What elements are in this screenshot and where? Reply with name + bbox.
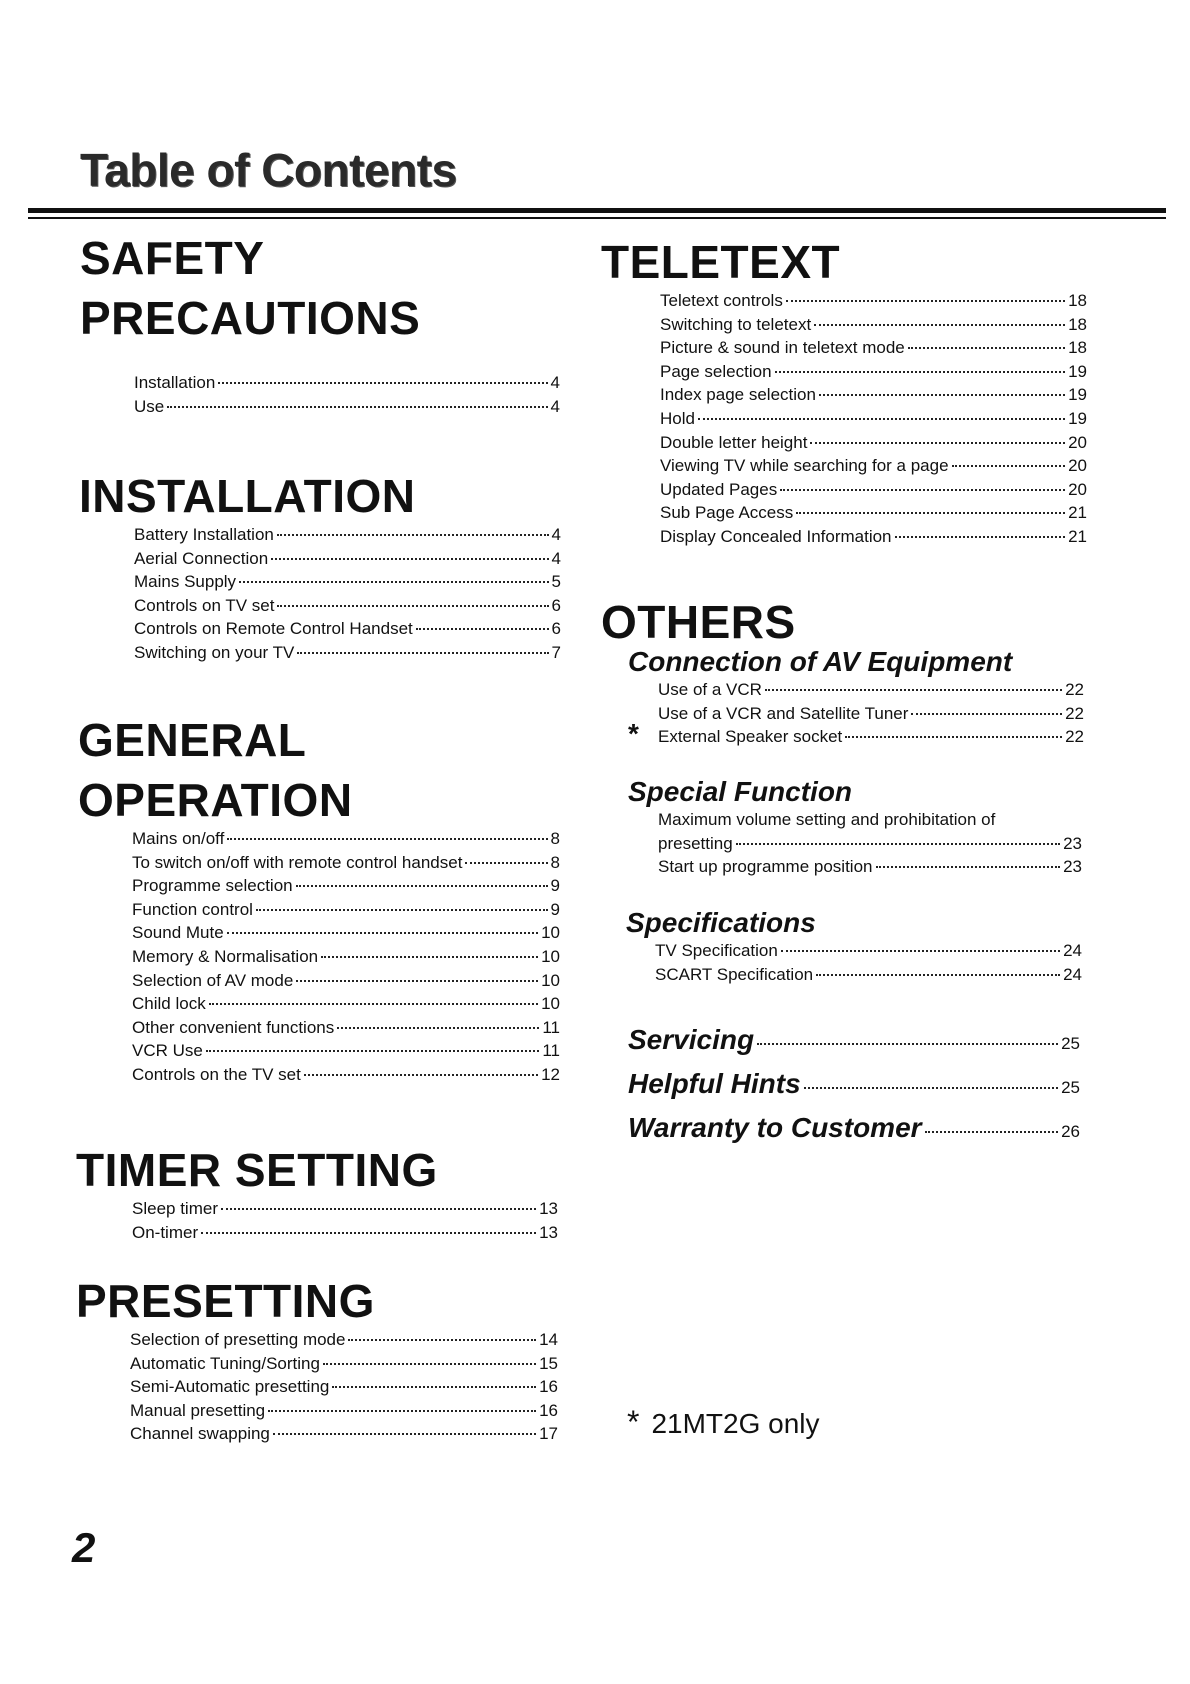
toc-entry[interactable]	[132, 1221, 558, 1245]
toc-page: 23	[1063, 833, 1082, 853]
leader-dots	[239, 581, 548, 583]
toc-label: presetting	[658, 833, 733, 853]
toc-entry[interactable]	[660, 478, 1087, 502]
toc-page: 6	[551, 595, 561, 615]
leader-dots	[206, 1050, 539, 1052]
toc-label: TV Specification	[655, 941, 778, 960]
toc-label: Use of a VCR	[658, 680, 762, 699]
toc-page: 10	[541, 970, 560, 990]
toc-entry[interactable]	[658, 855, 1082, 879]
toc-entry-helpful-hints[interactable]	[628, 1068, 1080, 1100]
leader-dots	[804, 1087, 1058, 1089]
leader-dots	[775, 371, 1066, 373]
subsection-connection	[628, 646, 1084, 749]
toc-page: 21	[1068, 503, 1087, 523]
toc-page: 22	[1065, 703, 1084, 723]
title-rule-thick	[28, 208, 1166, 213]
toc-entry[interactable]	[132, 921, 560, 945]
leader-dots	[296, 980, 538, 982]
toc-entry[interactable]	[132, 1016, 560, 1040]
toc-page: 25	[1061, 1078, 1080, 1097]
leader-dots	[786, 300, 1065, 302]
toc-entry[interactable]	[660, 336, 1087, 360]
toc-entry[interactable]	[132, 969, 560, 993]
leader-dots	[332, 1386, 536, 1388]
toc-list	[134, 371, 560, 418]
toc-page: 11	[542, 1017, 560, 1037]
toc-page: 10	[541, 923, 560, 943]
leader-dots	[277, 605, 548, 607]
toc-label: Mains Supply	[134, 572, 237, 592]
toc-page: 19	[1068, 408, 1087, 428]
toc-heading-label: Servicing	[628, 1024, 755, 1055]
toc-page: 4	[551, 525, 561, 544]
section-installation	[79, 466, 561, 665]
toc-entry[interactable]	[134, 617, 561, 641]
toc-label: Installation	[134, 373, 216, 392]
subsection-heading: Special Function	[628, 776, 853, 807]
toc-entry[interactable]	[628, 718, 1084, 750]
toc-entry[interactable]	[658, 832, 1082, 856]
toc-page: 16	[539, 1400, 558, 1420]
toc-page: 23	[1063, 857, 1082, 877]
leader-dots	[271, 558, 548, 560]
toc-page: 22	[1065, 727, 1084, 747]
leader-dots	[757, 1043, 1058, 1045]
toc-page: 24	[1063, 941, 1082, 960]
leader-dots	[908, 347, 1065, 349]
toc-label: On-timer	[132, 1222, 199, 1242]
leader-dots	[218, 382, 547, 384]
toc-label: Selection of AV mode	[132, 970, 294, 990]
heading-line: GENERAL	[78, 714, 307, 766]
subsection-specifications	[626, 907, 1082, 986]
leader-dots	[698, 418, 1065, 420]
toc-label: Use	[134, 396, 165, 416]
leader-dots	[256, 909, 548, 911]
leader-dots	[465, 862, 547, 864]
section-heading: TELETEXT	[601, 236, 841, 288]
leader-dots	[416, 628, 549, 630]
toc-list	[132, 827, 560, 1087]
toc-entry[interactable]	[132, 1039, 560, 1063]
toc-page: 13	[539, 1199, 558, 1218]
leader-dots	[227, 932, 538, 934]
leader-dots	[796, 512, 1065, 514]
subsection-special-function	[628, 776, 1082, 879]
page-number: 2	[72, 1524, 96, 1571]
toc-entry[interactable]	[134, 371, 560, 395]
toc-page: 9	[550, 876, 560, 896]
leader-dots	[209, 1003, 538, 1005]
toc-page: 16	[539, 1377, 558, 1397]
toc-entry[interactable]	[132, 992, 560, 1016]
heading-line: PRECAUTIONS	[80, 292, 421, 344]
toc-entry[interactable]	[132, 851, 560, 875]
toc-entry[interactable]	[134, 547, 561, 571]
toc-entry[interactable]	[660, 407, 1087, 431]
toc-entry[interactable]	[130, 1375, 558, 1399]
toc-page: 19	[1068, 385, 1087, 405]
section-presetting	[76, 1271, 558, 1446]
toc-label: Sub Page Access	[660, 503, 794, 523]
toc-label: Updated Pages	[660, 479, 778, 499]
toc-label: Controls on TV set	[134, 595, 275, 615]
toc-entry[interactable]	[134, 523, 561, 547]
toc-list	[132, 1197, 558, 1244]
toc-page: 4	[550, 373, 560, 392]
section-heading: TIMER SETTING	[76, 1144, 438, 1196]
toc-entry[interactable]	[130, 1352, 558, 1376]
toc-label: Other convenient functions	[132, 1017, 335, 1037]
toc-entry[interactable]	[660, 454, 1087, 478]
toc-page: 12	[541, 1064, 560, 1084]
toc-label: Start up programme position	[658, 857, 873, 877]
asterisk-marker: *	[627, 1404, 640, 1440]
toc-label: Page selection	[660, 361, 772, 381]
title-rule-thin	[28, 217, 1166, 219]
leader-dots	[952, 465, 1066, 467]
section-others	[601, 592, 1087, 652]
leader-dots	[273, 1433, 536, 1435]
page-title: Table of Contents	[80, 144, 457, 196]
toc-page: 19	[1068, 361, 1087, 381]
toc-entry[interactable]	[660, 289, 1087, 313]
section-heading	[80, 228, 560, 348]
leader-dots	[736, 843, 1060, 845]
leader-dots	[227, 838, 547, 840]
toc-heading-label: Helpful Hints	[628, 1068, 801, 1099]
leader-dots	[268, 1410, 536, 1412]
leader-dots	[323, 1363, 536, 1365]
toc-list	[134, 523, 561, 665]
toc-entry[interactable]	[132, 1197, 558, 1221]
toc-label: Selection of presetting mode	[130, 1330, 346, 1349]
toc-entry[interactable]	[658, 702, 1084, 726]
toc-label: Picture & sound in teletext mode	[660, 338, 905, 358]
section-general-operation	[78, 710, 560, 1087]
toc-label: Function control	[132, 899, 253, 919]
heading-line: SAFETY	[80, 232, 265, 284]
heading-line: OPERATION	[78, 774, 353, 826]
toc-list	[660, 289, 1087, 549]
section-timer-setting	[76, 1140, 558, 1244]
toc-label: Child lock	[132, 994, 206, 1014]
toc-label: Switching to teletext	[660, 314, 812, 334]
toc-page: 18	[1068, 314, 1087, 334]
toc-label: Memory & Normalisation	[132, 946, 319, 966]
leader-dots	[895, 536, 1066, 538]
toc-entry-servicing[interactable]	[628, 1024, 1080, 1056]
toc-page: 4	[550, 396, 560, 416]
toc-label: Battery Installation	[134, 525, 274, 544]
toc-label: External Speaker socket	[658, 727, 843, 747]
toc-entry[interactable]	[132, 945, 560, 969]
toc-label: Double letter height	[660, 432, 808, 452]
toc-page: 7	[551, 642, 561, 662]
toc-page: 11	[542, 1041, 560, 1061]
leader-dots	[810, 442, 1065, 444]
section-safety	[80, 228, 560, 418]
toc-entry[interactable]	[132, 874, 560, 898]
toc-page: 4	[551, 548, 561, 568]
leader-dots	[814, 324, 1065, 326]
toc-page: 10	[541, 994, 560, 1014]
leader-dots	[819, 394, 1065, 396]
toc-page: 20	[1068, 456, 1087, 476]
toc-entry[interactable]	[134, 395, 560, 419]
leader-dots	[925, 1131, 1059, 1133]
leader-dots	[297, 652, 548, 654]
toc-page: 20	[1068, 479, 1087, 499]
toc-entry[interactable]	[660, 383, 1087, 407]
toc-label: Programme selection	[132, 876, 293, 896]
leader-dots	[221, 1208, 536, 1210]
toc-label: Display Concealed Information	[660, 526, 892, 546]
section-heading: PRESETTING	[76, 1275, 375, 1327]
leader-dots	[321, 956, 538, 958]
toc-page: 10	[541, 946, 560, 966]
toc-page: 26	[1061, 1122, 1080, 1141]
leader-dots	[765, 689, 1062, 691]
toc-entry[interactable]	[655, 963, 1082, 987]
toc-page: 9	[550, 899, 560, 919]
toc-label: Hold	[660, 408, 695, 428]
toc-entry[interactable]	[134, 570, 561, 594]
toc-label: Manual presetting	[130, 1400, 266, 1420]
toc-entry[interactable]	[660, 431, 1087, 455]
toc-page: 18	[1068, 338, 1087, 358]
toc-list	[130, 1328, 558, 1446]
toc-page: 17	[539, 1424, 558, 1444]
leader-dots	[911, 713, 1062, 715]
toc-label: Switching on your TV	[134, 642, 295, 662]
toc-entry[interactable]	[660, 360, 1087, 384]
toc-entry[interactable]	[655, 939, 1082, 963]
toc-entry[interactable]	[132, 1063, 560, 1087]
toc-entry[interactable]	[130, 1328, 558, 1352]
toc-text-line: Maximum volume setting and prohibitation of	[658, 810, 996, 829]
toc-label: Channel swapping	[130, 1424, 270, 1444]
toc-label: Automatic Tuning/Sorting	[130, 1353, 320, 1373]
leader-dots	[348, 1339, 536, 1341]
toc-label: Controls on Remote Control Handset	[134, 619, 413, 639]
footnote-text: 21MT2G only	[651, 1408, 820, 1439]
toc-entry[interactable]	[132, 827, 560, 851]
toc-label: Sleep timer	[132, 1199, 218, 1218]
footnote	[627, 1404, 820, 1441]
toc-entry-warranty[interactable]	[628, 1112, 1080, 1144]
toc-page: 8	[550, 829, 560, 848]
toc-list	[628, 678, 1084, 750]
toc-heading-label: Warranty to Customer	[628, 1112, 922, 1143]
subsection-heading: Connection of AV Equipment	[628, 646, 1013, 677]
toc-page: 6	[551, 619, 561, 639]
toc-page: 25	[1061, 1034, 1080, 1053]
leader-dots	[337, 1027, 539, 1029]
toc-page: 15	[539, 1353, 558, 1373]
toc-entry[interactable]	[660, 501, 1087, 525]
leader-dots	[845, 736, 1062, 738]
leader-dots	[876, 866, 1061, 868]
leader-dots	[167, 406, 547, 408]
toc-label: Teletext controls	[660, 291, 783, 310]
toc-entry[interactable]	[134, 594, 561, 618]
toc-label: VCR Use	[132, 1041, 203, 1061]
subsection-heading: Specifications	[626, 907, 816, 938]
toc-label: Viewing TV while searching for a page	[660, 456, 949, 476]
toc-entry[interactable]	[660, 313, 1087, 337]
leader-dots	[816, 974, 1060, 976]
toc-entry[interactable]	[134, 641, 561, 665]
toc-page: 21	[1068, 526, 1087, 546]
toc-label: To switch on/off with remote control handset	[132, 852, 463, 872]
toc-page: 8	[550, 852, 560, 872]
toc-label: SCART Specification	[655, 964, 814, 984]
toc-page: 13	[539, 1222, 558, 1242]
leader-dots	[304, 1074, 538, 1076]
section-heading: OTHERS	[601, 596, 796, 648]
toc-label: Use of a VCR and Satellite Tuner	[658, 703, 909, 723]
toc-label: Semi-Automatic presetting	[130, 1377, 330, 1397]
toc-page: 20	[1068, 432, 1087, 452]
asterisk-marker: *	[628, 718, 639, 750]
toc-page: 14	[539, 1330, 558, 1349]
toc-entry[interactable]	[658, 678, 1084, 702]
toc-list	[655, 939, 1082, 986]
section-heading	[78, 710, 560, 830]
toc-entry[interactable]	[132, 898, 560, 922]
toc-page: 22	[1065, 680, 1084, 699]
toc-label: Aerial Connection	[134, 548, 269, 568]
leader-dots	[781, 950, 1060, 952]
toc-label: Controls on the TV set	[132, 1064, 301, 1084]
toc-page: 24	[1063, 964, 1082, 984]
toc-entry[interactable]	[130, 1399, 558, 1423]
toc-label: Index page selection	[660, 385, 816, 405]
toc-label: Mains on/off	[132, 829, 225, 848]
section-heading: INSTALLATION	[79, 470, 416, 522]
leader-dots	[296, 885, 548, 887]
toc-label: Sound Mute	[132, 923, 224, 943]
toc-list	[658, 832, 1082, 879]
section-teletext	[601, 232, 1087, 549]
leader-dots	[277, 534, 549, 536]
toc-entry[interactable]	[660, 525, 1087, 549]
toc-page: 18	[1068, 291, 1087, 310]
leader-dots	[201, 1232, 536, 1234]
toc-entry[interactable]	[130, 1422, 558, 1446]
toc-page: 5	[551, 572, 561, 592]
leader-dots	[780, 489, 1065, 491]
